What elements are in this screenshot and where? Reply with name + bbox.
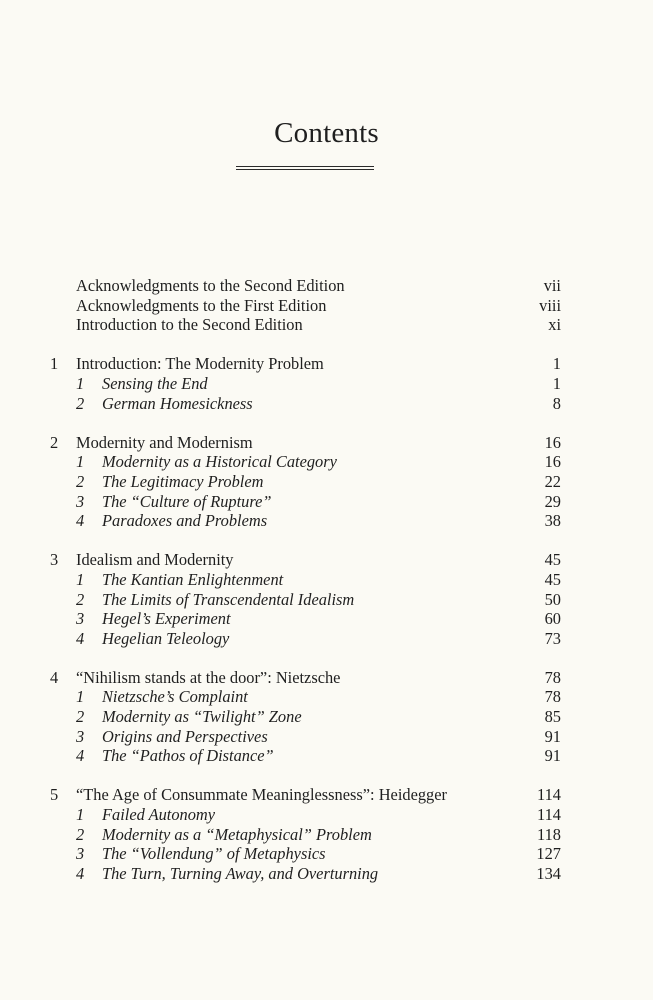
- section-number: 4: [76, 628, 85, 648]
- section-number: 1: [76, 687, 85, 707]
- section-entry: [0, 805, 653, 825]
- chapter-entry: [0, 550, 653, 570]
- front-matter-entry: [0, 276, 653, 296]
- title-rule-lower: [236, 169, 374, 170]
- section-number: 3: [76, 609, 85, 629]
- page-number: 114: [537, 785, 561, 805]
- section-entry: [0, 707, 653, 727]
- section-number: 3: [76, 844, 85, 864]
- section-entry: [0, 374, 653, 394]
- section-number: 3: [76, 491, 85, 511]
- spacer: [0, 335, 653, 355]
- front-title: Acknowledgments to the Second Edition: [76, 276, 345, 295]
- section-title: Nietzsche’s Complaint: [102, 687, 248, 707]
- section-entry: [0, 394, 653, 414]
- page-number: 8: [552, 393, 561, 413]
- section-number: 2: [76, 393, 85, 413]
- section-title: Paradoxes and Problems: [102, 511, 268, 531]
- spacer: [0, 413, 653, 433]
- section-title: The Limits of Transcendental Idealism: [102, 589, 355, 609]
- section-entry: [0, 727, 653, 747]
- section-title: Modernity as a Historical Category: [102, 452, 337, 472]
- spacer: [0, 648, 653, 668]
- section-title: The “Culture of Rupture”: [102, 491, 272, 511]
- page-number: 73: [544, 628, 561, 648]
- page-number: 114: [537, 805, 561, 825]
- chapter-title: Introduction: The Modernity Problem: [76, 354, 324, 374]
- section-entry: [0, 570, 653, 590]
- page-number: 50: [544, 589, 561, 609]
- section-title: The “Pathos of Distance”: [102, 746, 274, 766]
- section-number: 2: [76, 589, 85, 609]
- page-number: 45: [544, 569, 561, 589]
- section-number: 4: [76, 863, 85, 883]
- section-title: Failed Autonomy: [102, 805, 216, 825]
- page-title: Contents: [274, 117, 379, 149]
- section-title: The Kantian Enlightenment: [102, 569, 284, 589]
- spacer: [0, 766, 653, 786]
- page-number: vii: [543, 276, 561, 295]
- chapter-number: 2: [50, 432, 59, 452]
- page-number: 16: [544, 452, 561, 472]
- section-title: German Homesickness: [102, 393, 253, 413]
- section-entry: [0, 609, 653, 629]
- section-title: Sensing the End: [102, 373, 208, 393]
- chapter-number: 1: [50, 354, 59, 374]
- section-number: 3: [76, 726, 85, 746]
- section-title: The Turn, Turning Away, and Overturning: [102, 863, 379, 883]
- page-number: 60: [544, 609, 561, 629]
- page-number: 85: [544, 707, 561, 727]
- page-number: 16: [544, 432, 561, 452]
- section-number: 4: [76, 746, 85, 766]
- page-number: 38: [544, 511, 561, 531]
- section-number: 2: [76, 824, 85, 844]
- front-title: Introduction to the Second Edition: [76, 315, 303, 335]
- section-title: Origins and Perspectives: [102, 726, 268, 746]
- page-number: 45: [544, 550, 561, 570]
- section-title: The “Vollendung” of Metaphysics: [102, 844, 326, 864]
- page-number: 118: [537, 824, 561, 844]
- page-number: 1: [552, 354, 561, 374]
- section-entry: [0, 452, 653, 472]
- section-entry: [0, 492, 653, 512]
- section-entry: [0, 590, 653, 610]
- page-number: viii: [539, 295, 561, 315]
- page-number: 134: [536, 863, 561, 883]
- section-title: Modernity as a “Metaphysical” Problem: [102, 824, 372, 844]
- section-title: The Legitimacy Problem: [102, 471, 264, 491]
- chapter-entry: [0, 785, 653, 805]
- section-entry: [0, 844, 653, 864]
- section-entry: [0, 472, 653, 492]
- chapter-number: 3: [50, 550, 59, 570]
- section-entry: [0, 864, 653, 884]
- section-entry: [0, 511, 653, 531]
- section-entry: [0, 687, 653, 707]
- title-rule-upper: [236, 166, 374, 167]
- page-number: 1: [552, 373, 561, 393]
- section-title: Modernity as “Twilight” Zone: [102, 707, 302, 727]
- section-number: 1: [76, 452, 85, 472]
- chapter-entry: [0, 668, 653, 688]
- front-matter-entry: [0, 296, 653, 316]
- section-entry: [0, 746, 653, 766]
- page-number: 29: [544, 491, 561, 511]
- section-title: Hegel’s Experiment: [102, 609, 231, 629]
- page-number: 91: [544, 726, 561, 746]
- page-number: 127: [536, 844, 561, 864]
- section-number: 2: [76, 707, 85, 727]
- section-number: 1: [76, 373, 85, 393]
- front-title: Acknowledgments to the First Edition: [76, 295, 327, 315]
- page-number: xi: [548, 315, 561, 335]
- section-entry: [0, 629, 653, 649]
- chapter-number: 4: [50, 667, 59, 687]
- section-number: 2: [76, 471, 85, 491]
- front-matter-entry: [0, 315, 653, 335]
- chapter-entry: [0, 354, 653, 374]
- section-number: 1: [76, 569, 85, 589]
- section-entry: [0, 825, 653, 845]
- chapter-title: “The Age of Consummate Meaninglessness”: Heidegger: [76, 785, 447, 805]
- spacer: [0, 531, 653, 551]
- page-number: 78: [544, 687, 561, 707]
- section-number: 1: [76, 805, 85, 825]
- page-number: 78: [544, 667, 561, 687]
- chapter-title: “Nihilism stands at the door”: Nietzsche: [76, 667, 341, 687]
- chapter-title: Modernity and Modernism: [76, 432, 253, 452]
- section-number: 4: [76, 511, 85, 531]
- page-number: 22: [544, 471, 561, 491]
- section-title: Hegelian Teleology: [102, 628, 230, 648]
- chapter-number: 5: [50, 785, 59, 805]
- table-of-contents: [0, 276, 653, 883]
- chapter-title: Idealism and Modernity: [76, 550, 234, 570]
- page-number: 91: [544, 746, 561, 766]
- chapter-entry: [0, 433, 653, 453]
